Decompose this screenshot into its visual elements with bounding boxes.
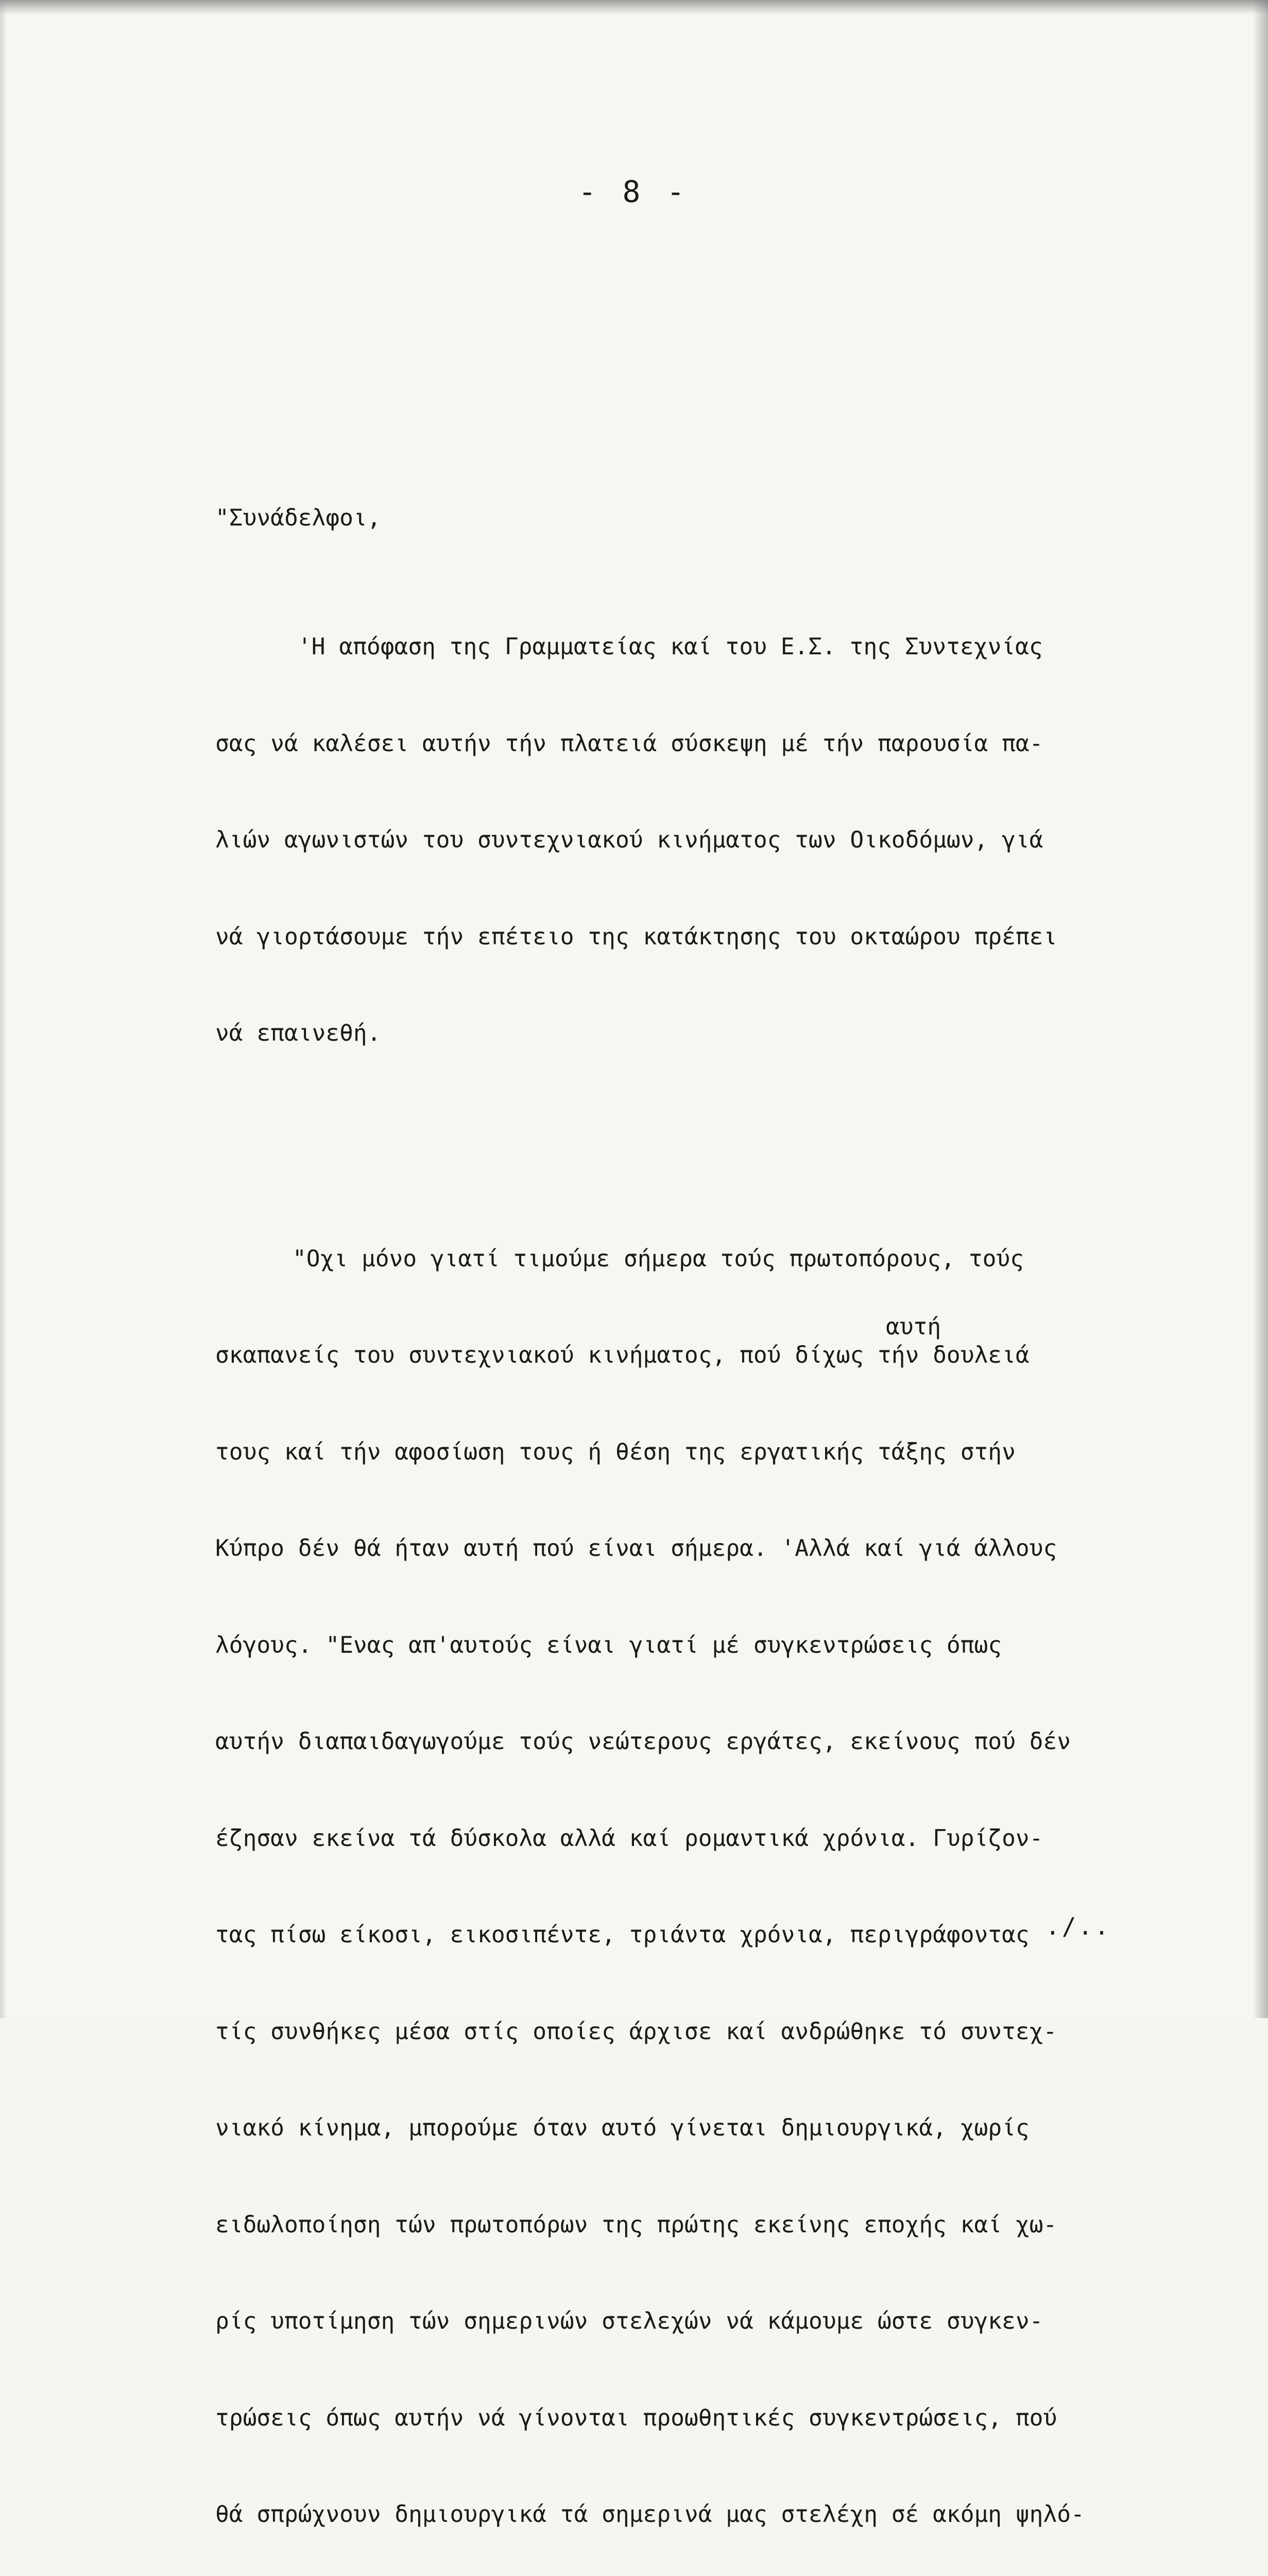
inserted-correction: αυτή — [886, 1314, 941, 1340]
paragraph-2-line: λόγους. "Ενας απ'αυτούς είναι γιατί μέ συγκεντρώσεις όπως — [215, 1632, 1002, 1658]
paragraph-2-line: Κύπρο δέν θά ήταν αυτή πού είναι σήμερα. 'Αλλά καί γιά άλλους — [215, 1535, 1057, 1562]
paragraph-2-line: τας πίσω είκοσι, εικοσιπέντε, τριάντα χρόνια, περιγράφοντας — [215, 1922, 1030, 1948]
salutation: "Συνάδελφοι, — [215, 505, 381, 531]
paragraph-2-line: νιακό κίνημα, μπορούμε όταν αυτό γίνεται δημιουργικά, χωρίς — [215, 2115, 1030, 2141]
scan-edge-left — [0, 0, 7, 2018]
paragraph-2-line: ρίς υποτίμηση τών σημερινών στελεχών νά κάμουμε ώστε συγκεν- — [215, 2308, 1043, 2334]
paragraph-1-line: νά γιορτάσουμε τήν επέτειο της κατάκτησης του οκταώρου πρέπει — [215, 923, 1057, 950]
scan-edge-top — [0, 0, 1268, 14]
paragraph-1-line: 'Η απόφαση της Γραμματείας καί του Ε.Σ. της Συντεχνίας — [298, 634, 1043, 660]
paragraph-2-line: τίς συνθήκες μέσα στίς οποίες άρχισε καί ανδρώθηκε τό συντεχ- — [215, 2018, 1057, 2045]
paragraph-2-line: σκαπανείς του συντεχνιακού κινήματος, πού δίχως τήν δουλειά — [215, 1342, 1030, 1368]
paragraph-2-line: έζησαν εκείνα τά δύσκολα αλλά καί ρομαντικά χρόνια. Γυρίζον- — [215, 1825, 1043, 1852]
paragraph-2-line: ειδωλοποίηση τών πρωτοπόρων της πρώτης εκείνης εποχής καί χω- — [215, 2211, 1057, 2238]
continuation-mark: ./.. — [1046, 1912, 1111, 1940]
letter-body — [215, 438, 1220, 2576]
scan-edge-right — [1253, 0, 1268, 2018]
paragraph-1-line: σας νά καλέσει αυτήν τήν πλατειά σύσκεψη μέ τήν παρουσία πα- — [215, 730, 1043, 757]
paragraph-2-line: τρώσεις όπως αυτήν νά γίνονται προωθητικές συγκεντρώσεις, πού — [215, 2404, 1057, 2431]
paragraph-2-line: τους καί τήν αφοσίωση τους ή θέση της εργατικής τάξης στήν — [215, 1438, 1016, 1465]
paragraph-2-line: θά σπρώχνουν δημιουργικά τά σημερινά μας στελέχη σέ ακόμη ψηλό- — [215, 2501, 1085, 2528]
paragraph-2-line: "Οχι μόνο γιατί τιμούμε σήμερα τούς πρωτοπόρους, τούς — [293, 1245, 1024, 1272]
paragraph-2-line: αυτήν διαπαιδαγωγούμε τούς νεώτερους εργάτες, εκείνους πού δέν — [215, 1728, 1071, 1755]
paragraph-1-line: λιών αγωνιστών του συντεχνιακού κινήματος των Οικοδόμων, γιά — [215, 827, 1043, 853]
page-number: - 8 - — [578, 174, 689, 209]
paragraph-1-line: νά επαινεθή. — [215, 1020, 381, 1046]
